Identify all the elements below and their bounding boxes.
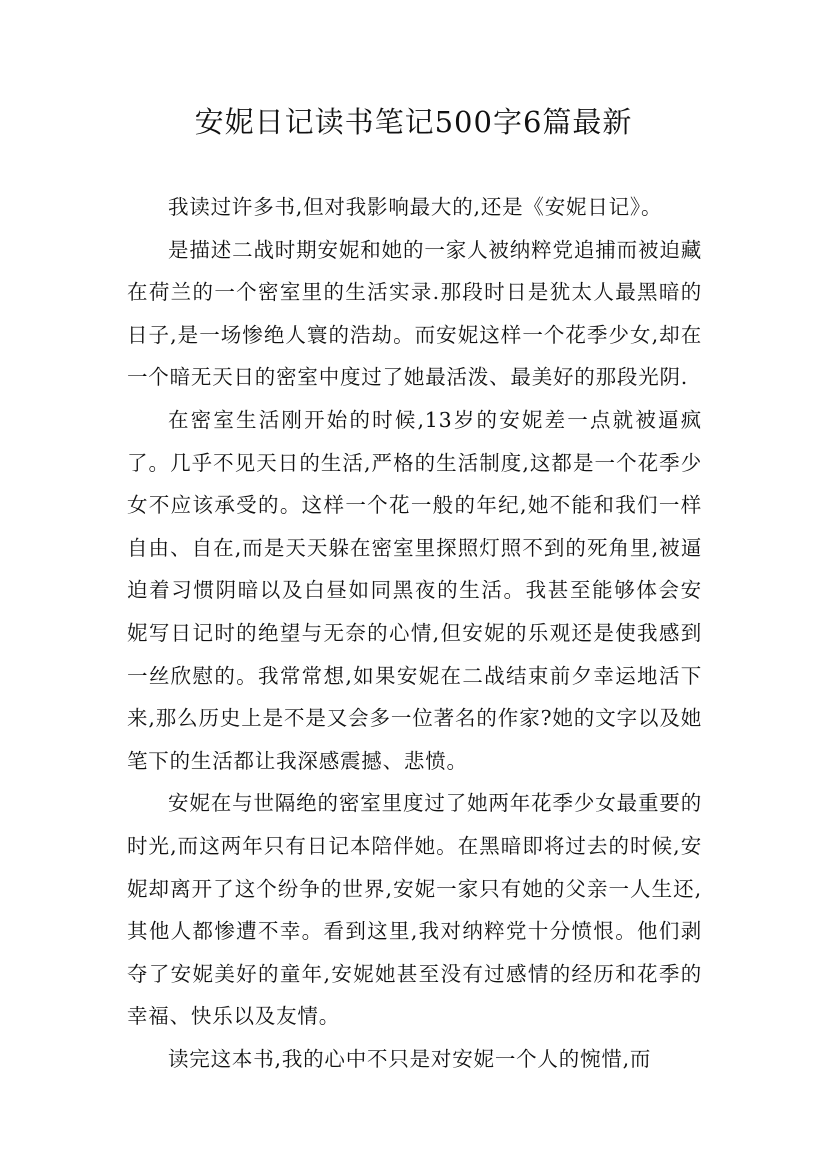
paragraph-5: 读完这本书,我的心中不只是对安妮一个人的惋惜,而 xyxy=(168,1046,652,1071)
paragraph-2: 是描述二战时期安妮和她的一家人被纳粹党追捕而被迫藏在荷兰的一个密室里的生活实录.那段时日是犹太人最黑暗的日子,是一场惨绝人寰的浩劫。而安妮这样一个花季少女,却在一个暗无天日的密室中度过了她最活泼、最美好的那段光阴. xyxy=(127,237,702,390)
paragraph-1: 我读过许多书,但对我影响最大的,还是《安妮日记》。 xyxy=(168,195,663,219)
document-body xyxy=(127,186,702,1080)
paragraph-4: 安妮在与世隔绝的密室里度过了她两年花季少女最重要的时光,而这两年只有日记本陪伴她。在黑暗即将过去的时候,安妮却离开了这个纷争的世界,安妮一家只有她的父亲一人生还,其他人都惨遭不幸。看到这里,我对纳粹党十分愤恨。他们剥夺了安妮美好的童年,安妮她甚至没有过感情的经历和花季的幸福、快乐以及友情。 xyxy=(127,791,702,1029)
paragraph-3: 在密室生活刚开始的时候,13岁的安妮差一点就被逼疯了。几乎不见天日的生活,严格的生活制度,这都是一个花季少女不应该承受的。这样一个花一般的年纪,她不能和我们一样自由、自在,而是天天躲在密室里探照灯照不到的死角里,被逼迫着习惯阴暗以及白昼如同黑夜的生活。我甚至能够体会安妮写日记时的绝望与无奈的心情,但安妮的乐观还是使我感到一丝欣慰的。我常常想,如果安妮在二战结束前夕幸运地活下来,那么历史上是不是又会多一位著名的作家?她的文字以及她笔下的生活都让我深感震撼、悲愤。 xyxy=(127,407,702,773)
document-title: 安妮日记读书笔记500字6篇最新 xyxy=(194,105,633,139)
